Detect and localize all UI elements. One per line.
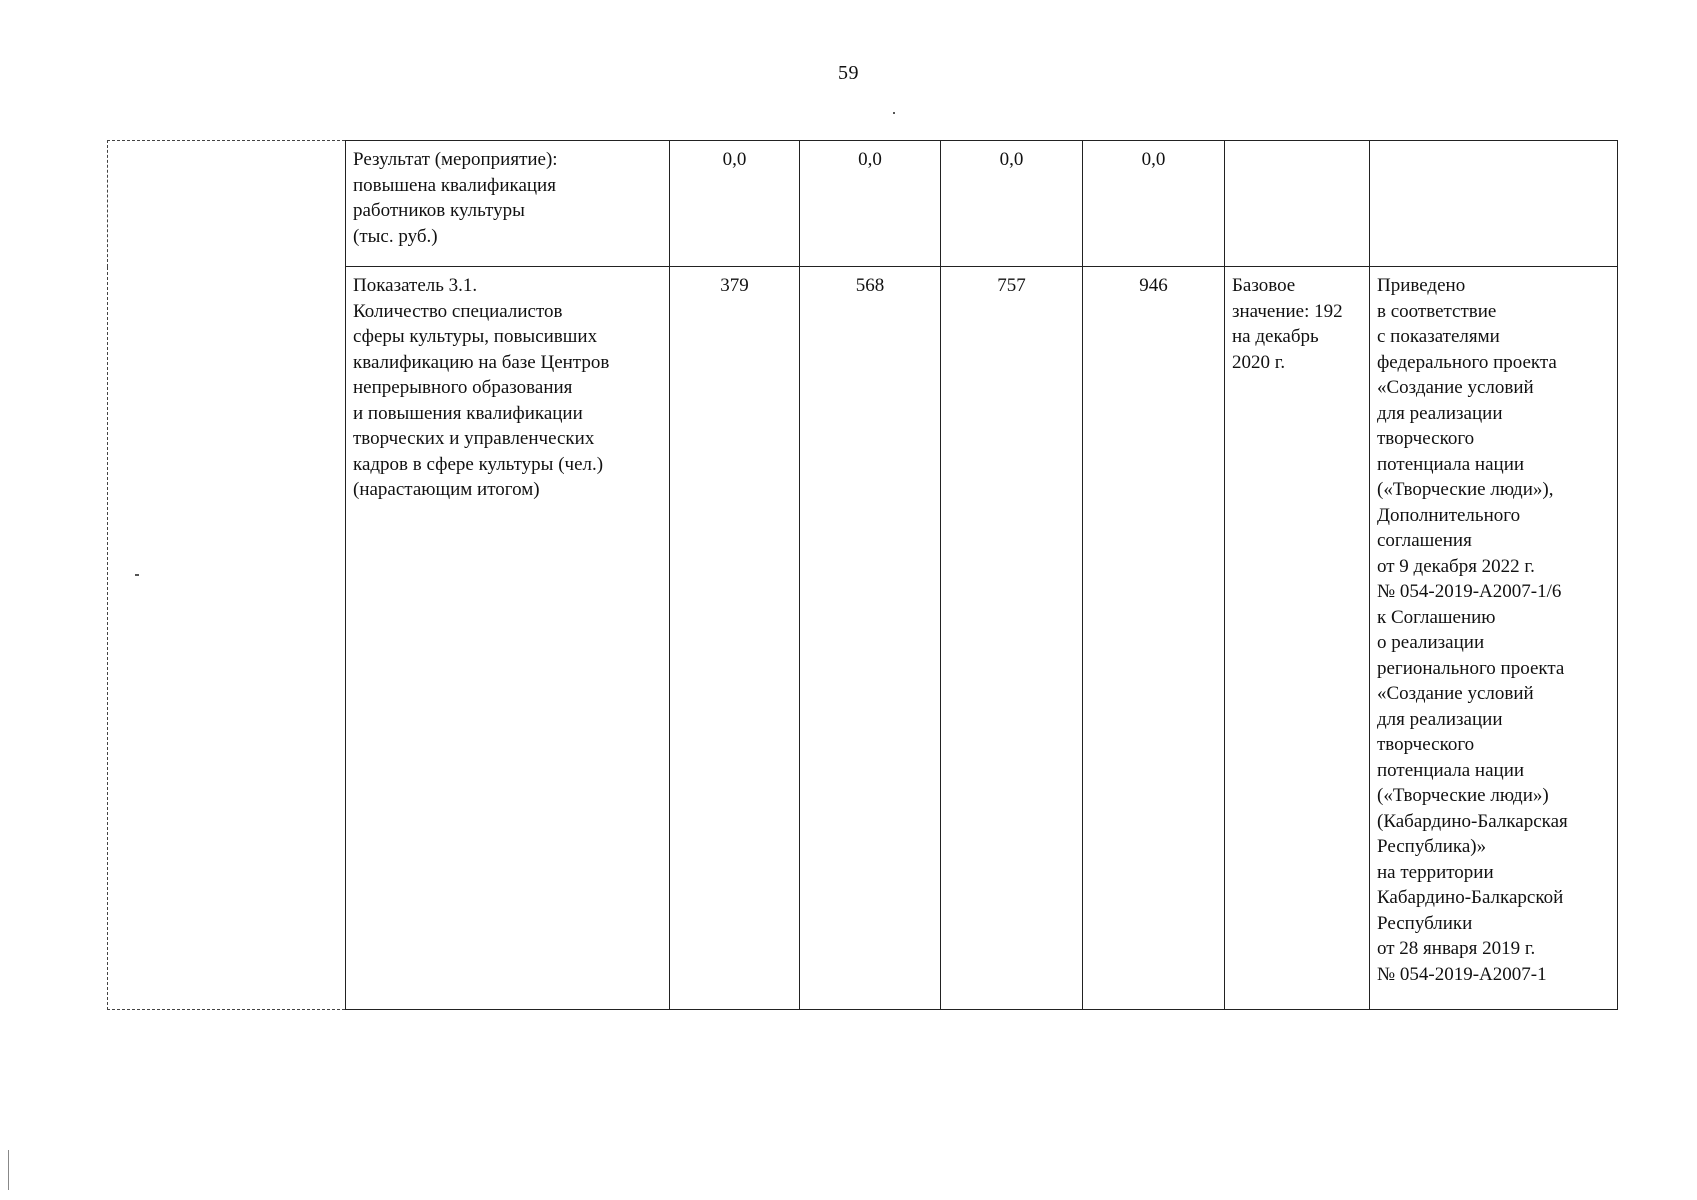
value-cell: 0,0 [941,141,1083,267]
value-cell: 0,0 [670,141,800,267]
indicators-table [107,140,1618,1010]
scan-speck [893,112,895,114]
value-cell: 379 [670,267,800,1010]
blank-cell [108,141,346,1010]
value-cell: 0,0 [1083,141,1225,267]
note-cell: Приведено в соответствие с показателями федерального проекта «Создание условий для реализации творческого потенциала нации («Творческие люди»), Дополнительного соглашения от 9 декабря 2022 г. № 054-2019-А2007-1/6 к Соглашению о реализации регионального проекта «Создание условий для реализации творческого потенциала нации («Творческие люди») (Кабардино-Балкарская Республика)» на территории Кабардино-Балкарской Республики от 28 января 2019 г. № 054-2019-А2007-1 [1370,267,1618,1010]
note-cell [1370,141,1618,267]
value-cell: 946 [1083,267,1225,1010]
table-row [108,141,1618,267]
value-cell: 757 [941,267,1083,1010]
value-cell: 0,0 [800,141,941,267]
description-cell: Показатель 3.1. Количество специалистов сферы культуры, повысивших квалификацию на базе Центров непрерывного образования и повышения квалификации творческих и управленческих кадров в сфере культуры (чел.) (нарастающим итогом) [346,267,670,1010]
base-value-cell [1225,141,1370,267]
description-cell: Результат (мероприятие): повышена квалификация работников культуры (тыс. руб.) [346,141,670,267]
value-cell: 568 [800,267,941,1010]
base-value-cell: Базовое значение: 192 на декабрь 2020 г. [1225,267,1370,1010]
page-number: 59 [838,62,859,84]
scan-edge-mark [8,1150,9,1190]
